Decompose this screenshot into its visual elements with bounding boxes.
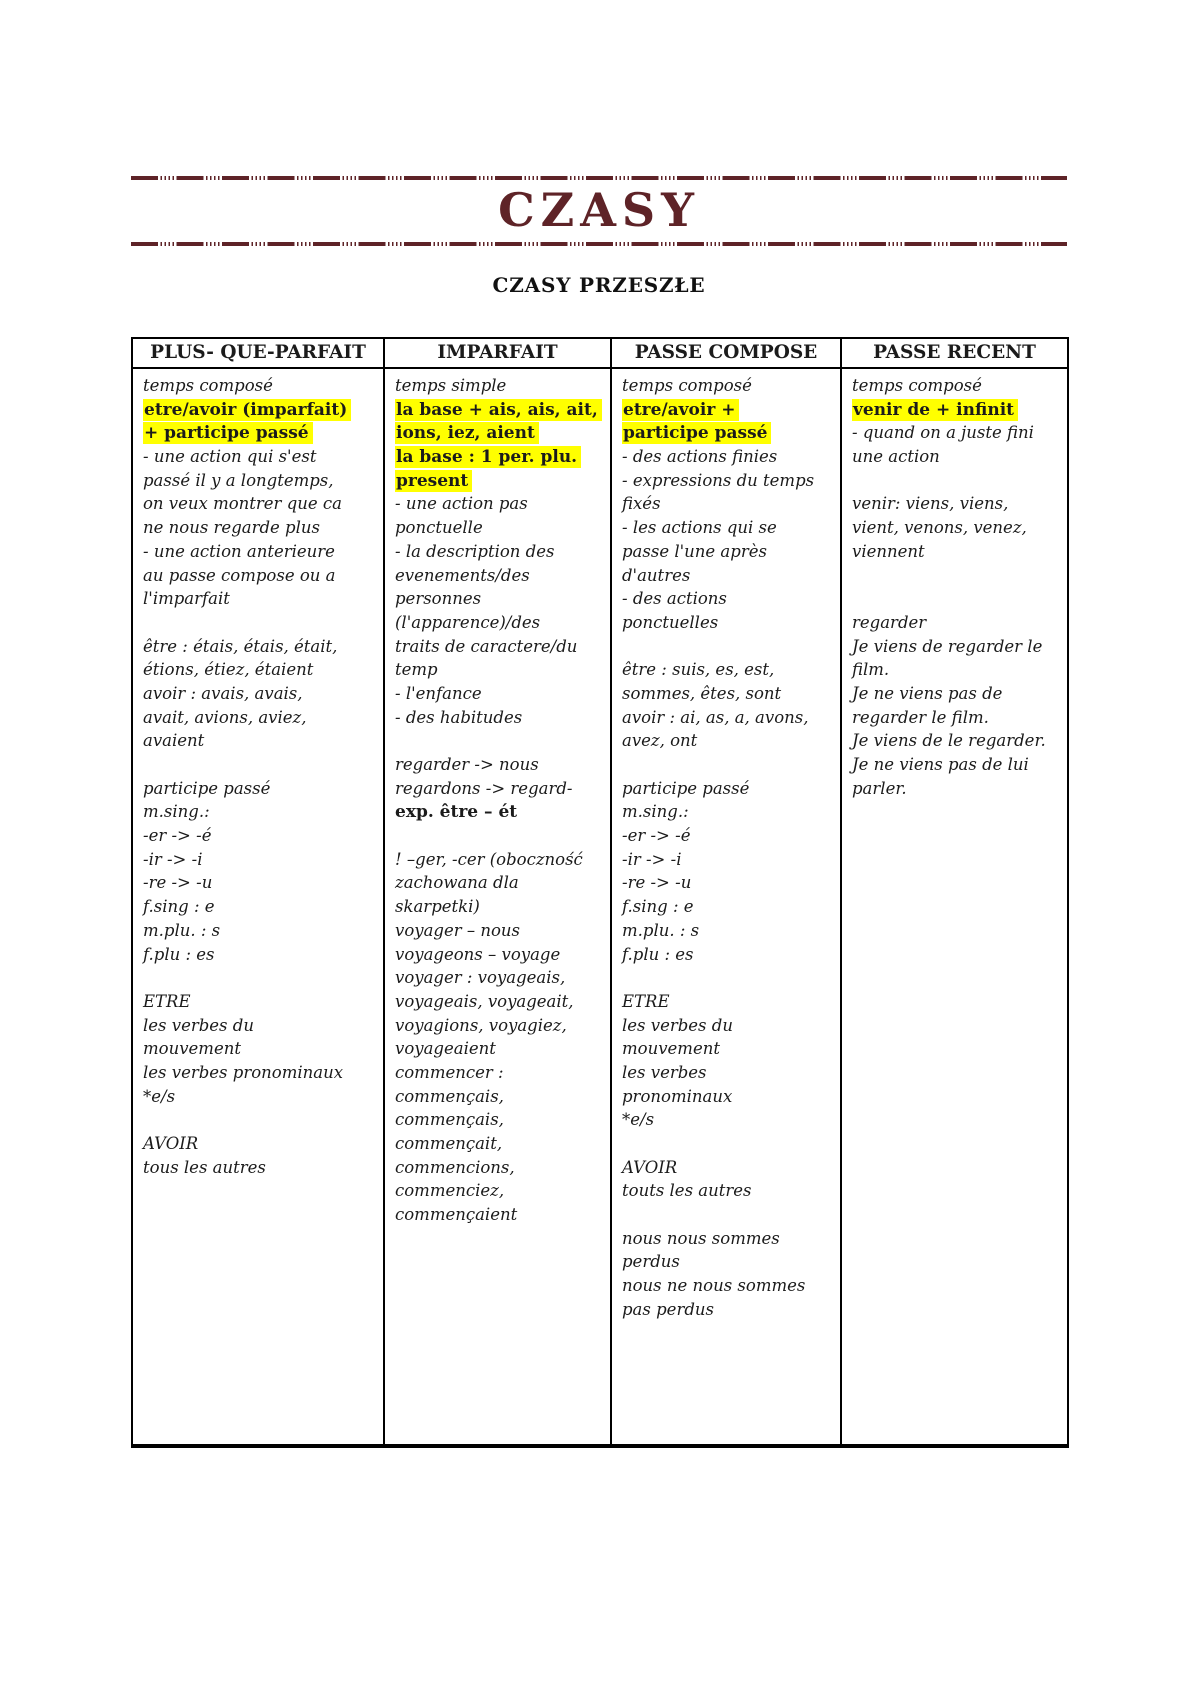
cell-blank-line — [622, 1203, 836, 1227]
cell-text-line: sommes, êtes, sont — [622, 683, 782, 703]
cell-text-line: une action — [852, 447, 940, 467]
cell-text-line: - une action anterieure — [143, 541, 335, 561]
cell-text-line: touts les autres — [622, 1181, 752, 1201]
cell-blank-line — [622, 753, 836, 777]
cell-blank-line — [852, 564, 1063, 588]
cell-text-line: f.plu : es — [143, 944, 215, 964]
cell-text-line: passe l'une après — [622, 541, 767, 561]
cell-text-line: skarpetki) — [395, 897, 480, 917]
cell-passe-compose — [611, 368, 841, 1446]
cell-blank-line — [143, 753, 379, 777]
cell-text-line: participe passé — [622, 778, 750, 798]
cell-text-line: être : suis, es, est, — [622, 660, 775, 680]
table-body-row — [132, 368, 1068, 1446]
cell-text-line: tous les autres — [143, 1157, 266, 1177]
table-header-row — [132, 338, 1068, 368]
cell-text-line: Je viens de regarder le — [852, 636, 1043, 656]
bold-text: exp. être – ét — [395, 802, 518, 823]
cell-blank-line — [395, 729, 606, 753]
cell-text-line — [852, 398, 1063, 422]
cell-text-line: ETRE — [622, 991, 670, 1011]
column-header-imparfait: IMPARFAIT — [384, 338, 611, 368]
cell-text-line: avoir : ai, as, a, avons, — [622, 707, 809, 727]
cell-text-line — [395, 421, 606, 445]
cell-text-line: pas perdus — [622, 1299, 714, 1319]
cell-text-line: -er -> -é — [143, 826, 212, 846]
cell-text-line: -ir -> -i — [622, 849, 682, 869]
cell-imparfait — [384, 368, 611, 1446]
cell-text-line: - les actions qui se — [622, 518, 777, 538]
cell-text-line: regardons -> regard- — [395, 778, 573, 798]
cell-text-line: evenements/des — [395, 565, 530, 585]
cell-text-line: l'imparfait — [143, 589, 230, 609]
cell-text-line: les verbes pronominaux — [143, 1062, 344, 1082]
cell-blank-line — [143, 611, 379, 635]
cell-text-line: *e/s — [143, 1086, 176, 1106]
cell-text-line: - une action qui s'est — [143, 447, 317, 467]
cell-blank-line — [622, 1132, 836, 1156]
cell-text-line: nous nous sommes — [622, 1228, 780, 1248]
page-title: CZASY — [498, 183, 700, 237]
cell-text-line — [622, 421, 836, 445]
cell-plus-que-parfait — [132, 368, 384, 1446]
cell-text-line: m.plu. : s — [622, 920, 700, 940]
cell-text-line: personnes — [395, 589, 482, 609]
cell-text-line: regarder -> nous — [395, 755, 539, 774]
cell-text-line: mouvement — [622, 1039, 720, 1059]
highlighted-text: ions, iez, aient — [395, 422, 539, 444]
cell-text-line: vient, venons, venez, — [852, 518, 1027, 538]
cell-text-line: voyageons – voyage — [395, 944, 561, 964]
column-header-passe-compose: PASSE COMPOSE — [611, 338, 841, 368]
cell-text-line: on veux montrer que ca — [143, 494, 342, 514]
cell-text-line: -re -> -u — [622, 873, 692, 893]
cell-text-line: -ir -> -i — [143, 849, 203, 869]
cell-text-line: regarder — [852, 612, 927, 632]
cell-text-line: perdus — [622, 1252, 680, 1272]
cell-text-line: (l'apparence)/des — [395, 612, 541, 632]
cell-blank-line — [395, 824, 606, 848]
cell-text-line: m.sing.: — [143, 802, 210, 822]
column-header-plus-que-parfait: PLUS- QUE-PARFAIT — [132, 338, 384, 368]
cell-text-line: venir: viens, viens, — [852, 494, 1009, 514]
cell-text-line: au passe compose ou a — [143, 565, 336, 585]
highlighted-text: etre/avoir (imparfait) — [143, 399, 351, 421]
cell-text-line — [395, 398, 606, 422]
cell-text-line — [143, 421, 379, 445]
cell-blank-line — [622, 635, 836, 659]
cell-text-line: - des actions finies — [622, 447, 778, 467]
cell-text-line: étions, étiez, étaient — [143, 660, 314, 680]
cell-passe-recent — [841, 368, 1068, 1446]
column-header-passe-recent: PASSE RECENT — [841, 338, 1068, 368]
cell-text-line: commençais, — [395, 1086, 504, 1106]
cell-text-line: zachowana dla — [395, 873, 519, 893]
cell-text-line: f.sing : e — [622, 897, 694, 917]
highlighted-text: + participe passé — [143, 422, 313, 444]
cell-text-line: - quand on a juste fini — [852, 423, 1034, 443]
cell-text-line: AVOIR — [622, 1157, 678, 1177]
cell-text-line: AVOIR — [143, 1134, 199, 1153]
cell-text-line: commencer : — [395, 1062, 504, 1082]
cell-text-line: commençais, — [395, 1110, 504, 1130]
cell-text-line: avoir : avais, avais, — [143, 683, 303, 703]
highlighted-text: present — [395, 470, 472, 492]
cell-text-line — [395, 800, 606, 824]
cell-text-line: Je ne viens pas de — [852, 683, 1003, 703]
cell-text-line: ! –ger, -cer (oboczność — [395, 849, 583, 869]
cell-text-line: être : étais, étais, était, — [143, 636, 338, 656]
cell-text-line: ne nous regarde plus — [143, 518, 320, 538]
cell-blank-line — [852, 469, 1063, 493]
highlighted-text: la base + ais, ais, ait, — [395, 399, 602, 421]
cell-text-line: les verbes du — [143, 1015, 254, 1035]
cell-text-line: commencions, — [395, 1157, 515, 1177]
cell-blank-line — [143, 1108, 379, 1132]
cell-text-line: temps composé — [852, 376, 982, 395]
cell-text-line: - une action pas — [395, 494, 528, 514]
cell-text-line: commenciez, — [395, 1181, 505, 1201]
cell-text-line — [395, 445, 606, 469]
cell-text-line: ponctuelles — [622, 612, 719, 632]
cell-text-line: temps composé — [143, 376, 273, 395]
cell-text-line: - des habitudes — [395, 707, 523, 727]
cell-text-line: d'autres — [622, 565, 691, 585]
cell-text-line: commençaient — [395, 1205, 518, 1225]
highlighted-text: venir de + infinit — [852, 399, 1018, 421]
cell-text-line: pronominaux — [622, 1086, 733, 1106]
cell-text-line: temps composé — [622, 376, 752, 395]
cell-text-line: - expressions du temps — [622, 470, 815, 490]
cell-text-line: m.plu. : s — [143, 920, 221, 940]
cell-text-line: voyageais, voyageait, — [395, 991, 574, 1011]
cell-text-line: mouvement — [143, 1039, 241, 1059]
cell-text-line: nous ne nous sommes — [622, 1276, 806, 1296]
cell-text-line: ETRE — [143, 991, 191, 1011]
cell-text-line: -er -> -é — [622, 826, 691, 846]
cell-text-line: voyager – nous — [395, 920, 521, 940]
cell-text-line: les verbes du — [622, 1015, 733, 1035]
cell-text-line: f.sing : e — [143, 897, 215, 917]
cell-text-line: viennent — [852, 541, 925, 561]
cell-text-line: voyager : voyageais, — [395, 968, 566, 988]
cell-text-line: les verbes — [622, 1062, 707, 1082]
cell-text-line: voyagions, voyagiez, — [395, 1015, 567, 1035]
cell-text-line: -re -> -u — [143, 873, 213, 893]
cell-blank-line — [852, 587, 1063, 611]
decorative-dashed-rule-top — [131, 176, 1067, 180]
decorative-dashed-rule-bottom — [131, 242, 1067, 246]
section-title: CZASY PRZESZŁE — [492, 273, 706, 297]
cell-text-line: - la description des — [395, 541, 555, 561]
cell-text-line — [143, 398, 379, 422]
cell-text-line: Je viens de le regarder. — [852, 731, 1046, 751]
cell-text-line: temp — [395, 660, 438, 680]
cell-text-line: f.plu : es — [622, 944, 694, 964]
highlighted-text: la base : 1 per. plu. — [395, 446, 581, 468]
cell-text-line: passé il y a longtemps, — [143, 470, 334, 490]
cell-text-line: *e/s — [622, 1110, 655, 1130]
cell-text-line: voyageaient — [395, 1039, 496, 1059]
cell-text-line: fixés — [622, 494, 661, 514]
highlighted-text: etre/avoir + — [622, 399, 739, 421]
cell-blank-line — [622, 966, 836, 990]
cell-text-line: commençait, — [395, 1134, 503, 1153]
cell-text-line: avez, ont — [622, 731, 698, 751]
cell-text-line — [395, 469, 606, 493]
cell-text-line: avait, avions, aviez, — [143, 707, 307, 727]
cell-text-line: Je ne viens pas de lui — [852, 755, 1029, 774]
cell-text-line: avaient — [143, 731, 205, 751]
highlighted-text: participe passé — [622, 422, 771, 444]
cell-text-line: regarder le film. — [852, 707, 989, 727]
document-page — [131, 176, 1067, 1448]
past-tenses-table — [131, 337, 1069, 1448]
cell-text-line: temps simple — [395, 376, 507, 395]
cell-text-line — [622, 398, 836, 422]
cell-text-line: participe passé — [143, 778, 271, 798]
cell-text-line: m.sing.: — [622, 802, 689, 822]
cell-text-line: - l'enfance — [395, 683, 482, 703]
cell-text-line: - des actions — [622, 589, 727, 609]
cell-text-line: traits de caractere/du — [395, 636, 578, 656]
cell-text-line: film. — [852, 660, 890, 680]
cell-text-line: parler. — [852, 778, 907, 798]
cell-blank-line — [143, 966, 379, 990]
cell-text-line: ponctuelle — [395, 518, 483, 538]
